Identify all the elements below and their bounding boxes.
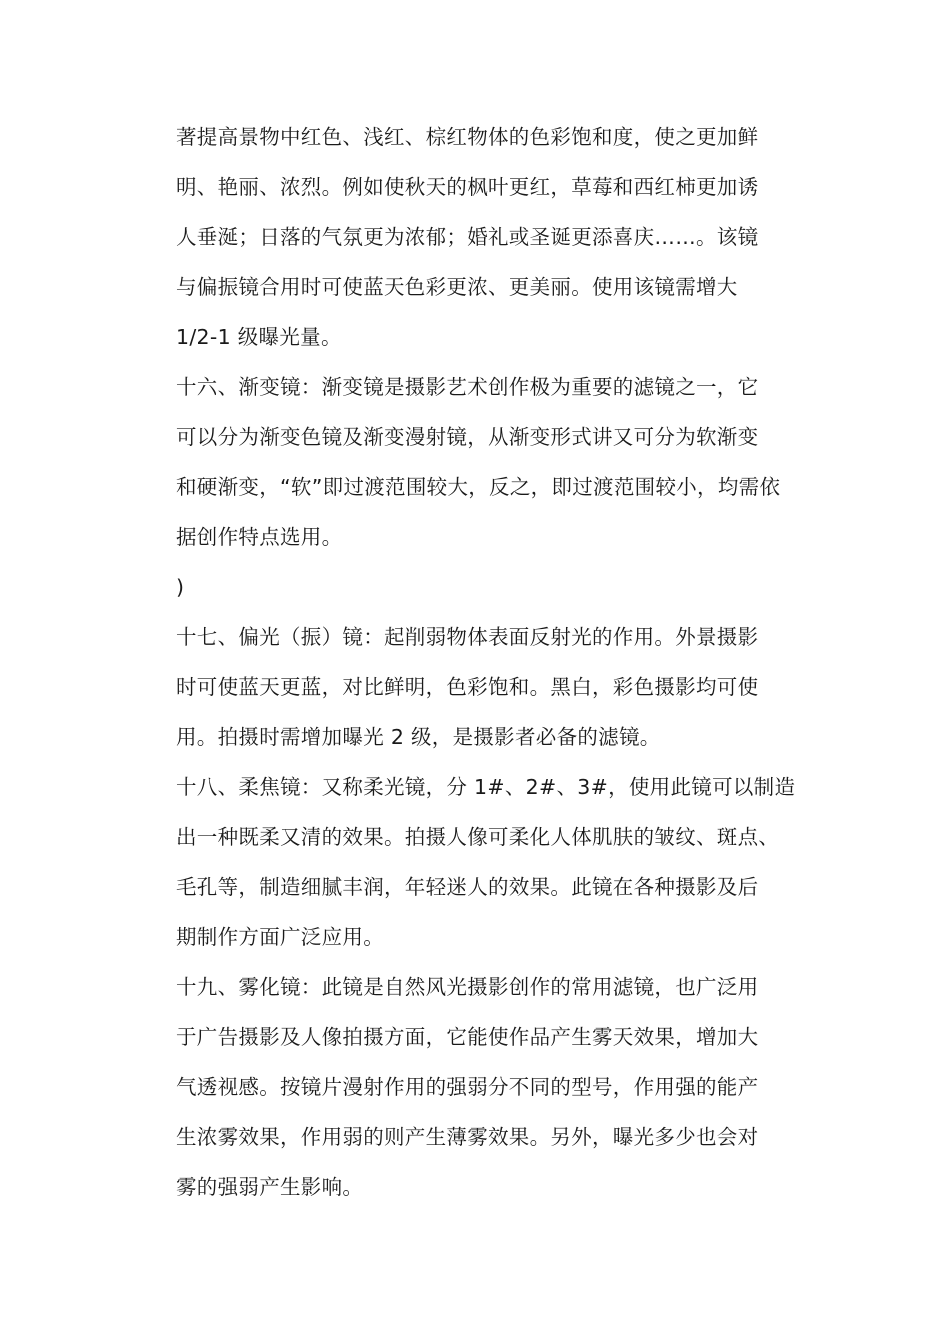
- text-line: 于广告摄影及人像拍摄方面，它能使作品产生雾天效果，增加大: [176, 1025, 759, 1049]
- text-line: 著提高景物中红色、浅红、棕红物体的色彩饱和度，使之更加鲜: [176, 125, 759, 149]
- text-line: 生浓雾效果，作用弱的则产生薄雾效果。另外，曝光多少也会对: [176, 1125, 759, 1149]
- section-heading-line: 十九、雾化镜：此镜是自然风光摄影创作的常用滤镜，也广泛用: [176, 975, 759, 999]
- text-line: 和硬渐变，“软”即过渡范围较大，反之，即过渡范围较小，均需依: [176, 475, 781, 499]
- text-line: 期制作方面广泛应用。: [176, 925, 384, 949]
- text-line: 据创作特点选用。: [176, 525, 343, 549]
- text-line: 人垂涎；日落的气氛更为浓郁；婚礼或圣诞更添喜庆……。该镜: [176, 225, 759, 249]
- text-line: 可以分为渐变色镜及渐变漫射镜，从渐变形式讲又可分为软渐变: [176, 425, 759, 449]
- text-line: 雾的强弱产生影响。: [176, 1175, 364, 1199]
- section-heading-line: 十七、偏光（振）镜：起削弱物体表面反射光的作用。外景摄影: [176, 625, 759, 649]
- section-heading-line: 十六、渐变镜：渐变镜是摄影艺术创作极为重要的滤镜之一，它: [176, 375, 759, 399]
- text-line: 气透视感。按镜片漫射作用的强弱分不同的型号，作用强的能产: [176, 1075, 759, 1099]
- body-text: [176, 112, 816, 1212]
- text-line: 时可使蓝天更蓝，对比鲜明，色彩饱和。黑白，彩色摄影均可使: [176, 675, 759, 699]
- text-line: 毛孔等，制造细腻丰润，年轻迷人的效果。此镜在各种摄影及后: [176, 875, 759, 899]
- text-line: 出一种既柔又清的效果。拍摄人像可柔化人体肌肤的皱纹、斑点、: [176, 825, 780, 849]
- text-line: 明、艳丽、浓烈。例如使秋天的枫叶更红，草莓和西红柿更加诱: [176, 175, 759, 199]
- section-heading-line: 十八、柔焦镜：又称柔光镜，分 1#、2#、3#，使用此镜可以制造: [176, 775, 796, 799]
- text-line: 用。拍摄时需增加曝光 2 级，是摄影者必备的滤镜。: [176, 725, 661, 749]
- stray-paren-line: ): [176, 575, 185, 599]
- text-line: 1/2-1 级曝光量。: [176, 325, 342, 349]
- text-line: 与偏振镜合用时可使蓝天色彩更浓、更美丽。使用该镜需增大: [176, 275, 738, 299]
